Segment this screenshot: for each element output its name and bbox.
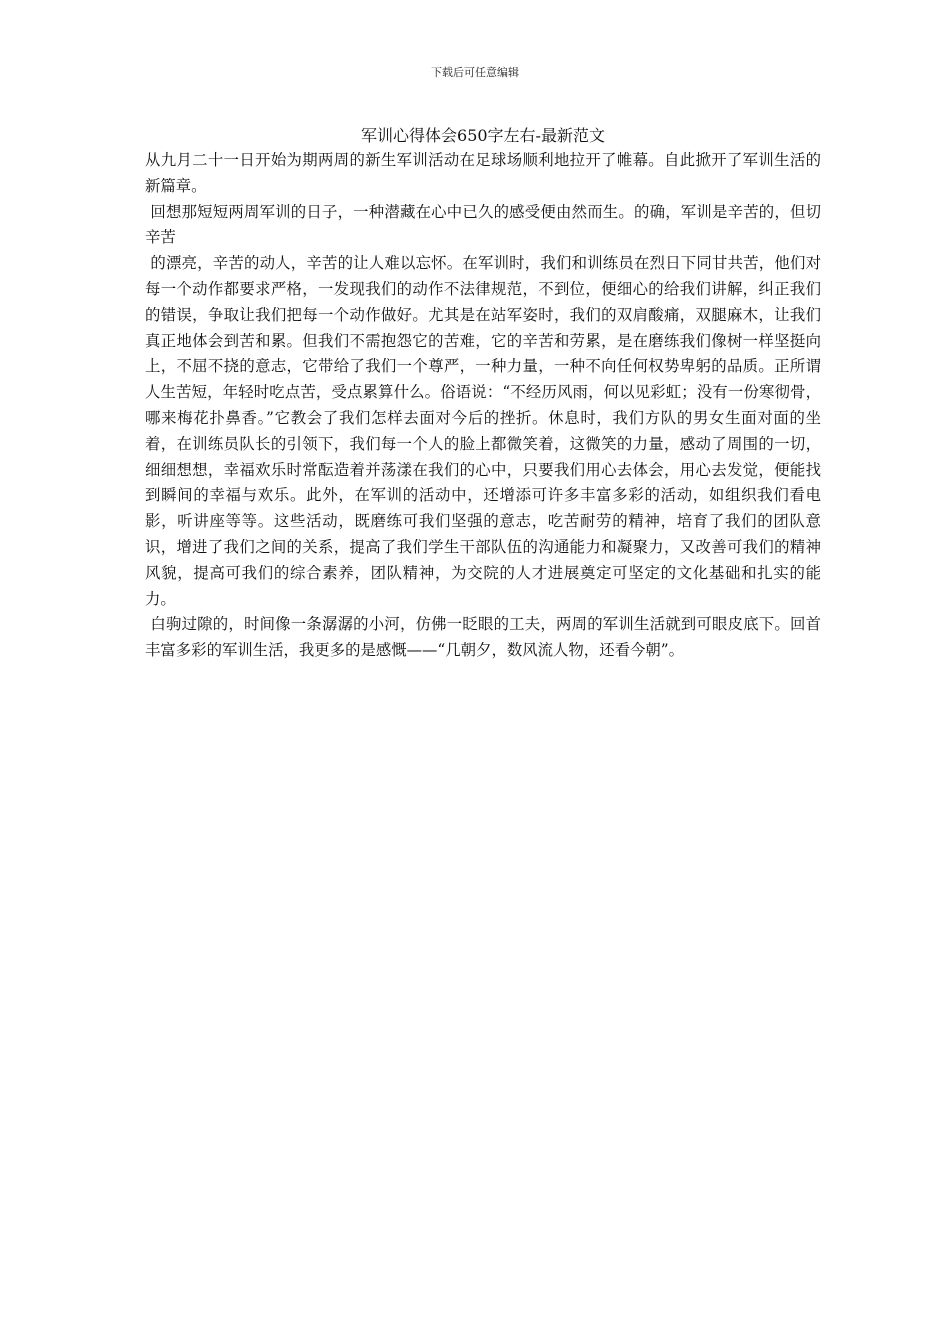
paragraph-4: 白驹过隙的，时间像一条潺潺的小河，仿佛一眨眼的工夫，两周的军训生活就到可眼皮底下。回首丰富多彩的军训生活，我更多的是感慨——“几朝夕，数风流人物，还看今朝”。 — [145, 615, 821, 660]
document-body — [145, 124, 821, 664]
paragraph-2: 回想那短短两周军训的日子，一种潜藏在心中已久的感受便由然而生。的确，军训是辛苦的，但切辛苦 — [145, 202, 821, 247]
header-note: 下载后可任意编辑 — [431, 66, 519, 79]
paragraph-3: 的漂亮，辛苦的动人，辛苦的让人难以忘怀。在军训时，我们和训练员在烈日下同甘共苦，他们对每一个动作都要求严格，一发现我们的动作不法律规范，不到位，便细心的给我们讲解，纠正我们的错误，争取让我们把每一个动作做好。尤其是在站军姿时，我们的双肩酸痛，双腿麻木，让我们真正地体会到苦和累。但我们不需抱怨它的苦难，它的辛苦和劳累，是在磨练我们像树一样坚挺向上，不屈不挠的意志，它带给了我们一个尊严，一种力量，一种不向任何权势卑躬的品质。正所谓人生苦短，年轻时吃点苦，受点累算什么。俗语说：“不经历风雨，何以见彩虹；没有一份寒彻骨，哪来梅花扑鼻香。”它教会了我们怎样去面对今后的挫折。休息时，我们方队的男女生面对面的坐着，在训练员队长的引领下，我们每一个人的脸上都微笑着，这微笑的力量，感动了周围的一切，细细想想，幸福欢乐时常酝造着并荡漾在我们的心中，只要我们用心去体会，用心去发觉，便能找到瞬间的幸福与欢乐。此外，在军训的活动中，还增添可许多丰富多彩的活动，如组织我们看电影，听讲座等等。这些活动，既磨练可我们坚强的意志，吃苦耐劳的精神，培育了我们的团队意识，增进了我们之间的关系，提高了我们学生干部队伍的沟通能力和凝聚力，又改善可我们的精神风貌，提高可我们的综合素养，团队精神，为交院的人才进展奠定可坚定的文化基础和扎实的能力。 — [145, 254, 821, 608]
document-title: 军训心得体会650字左右-最新范文 — [361, 126, 605, 145]
paragraph-1: 从九月二十一日开始为期两周的新生军训活动在足球场顺利地拉开了帷幕。自此掀开了军训生活的新篇章。 — [145, 151, 821, 195]
